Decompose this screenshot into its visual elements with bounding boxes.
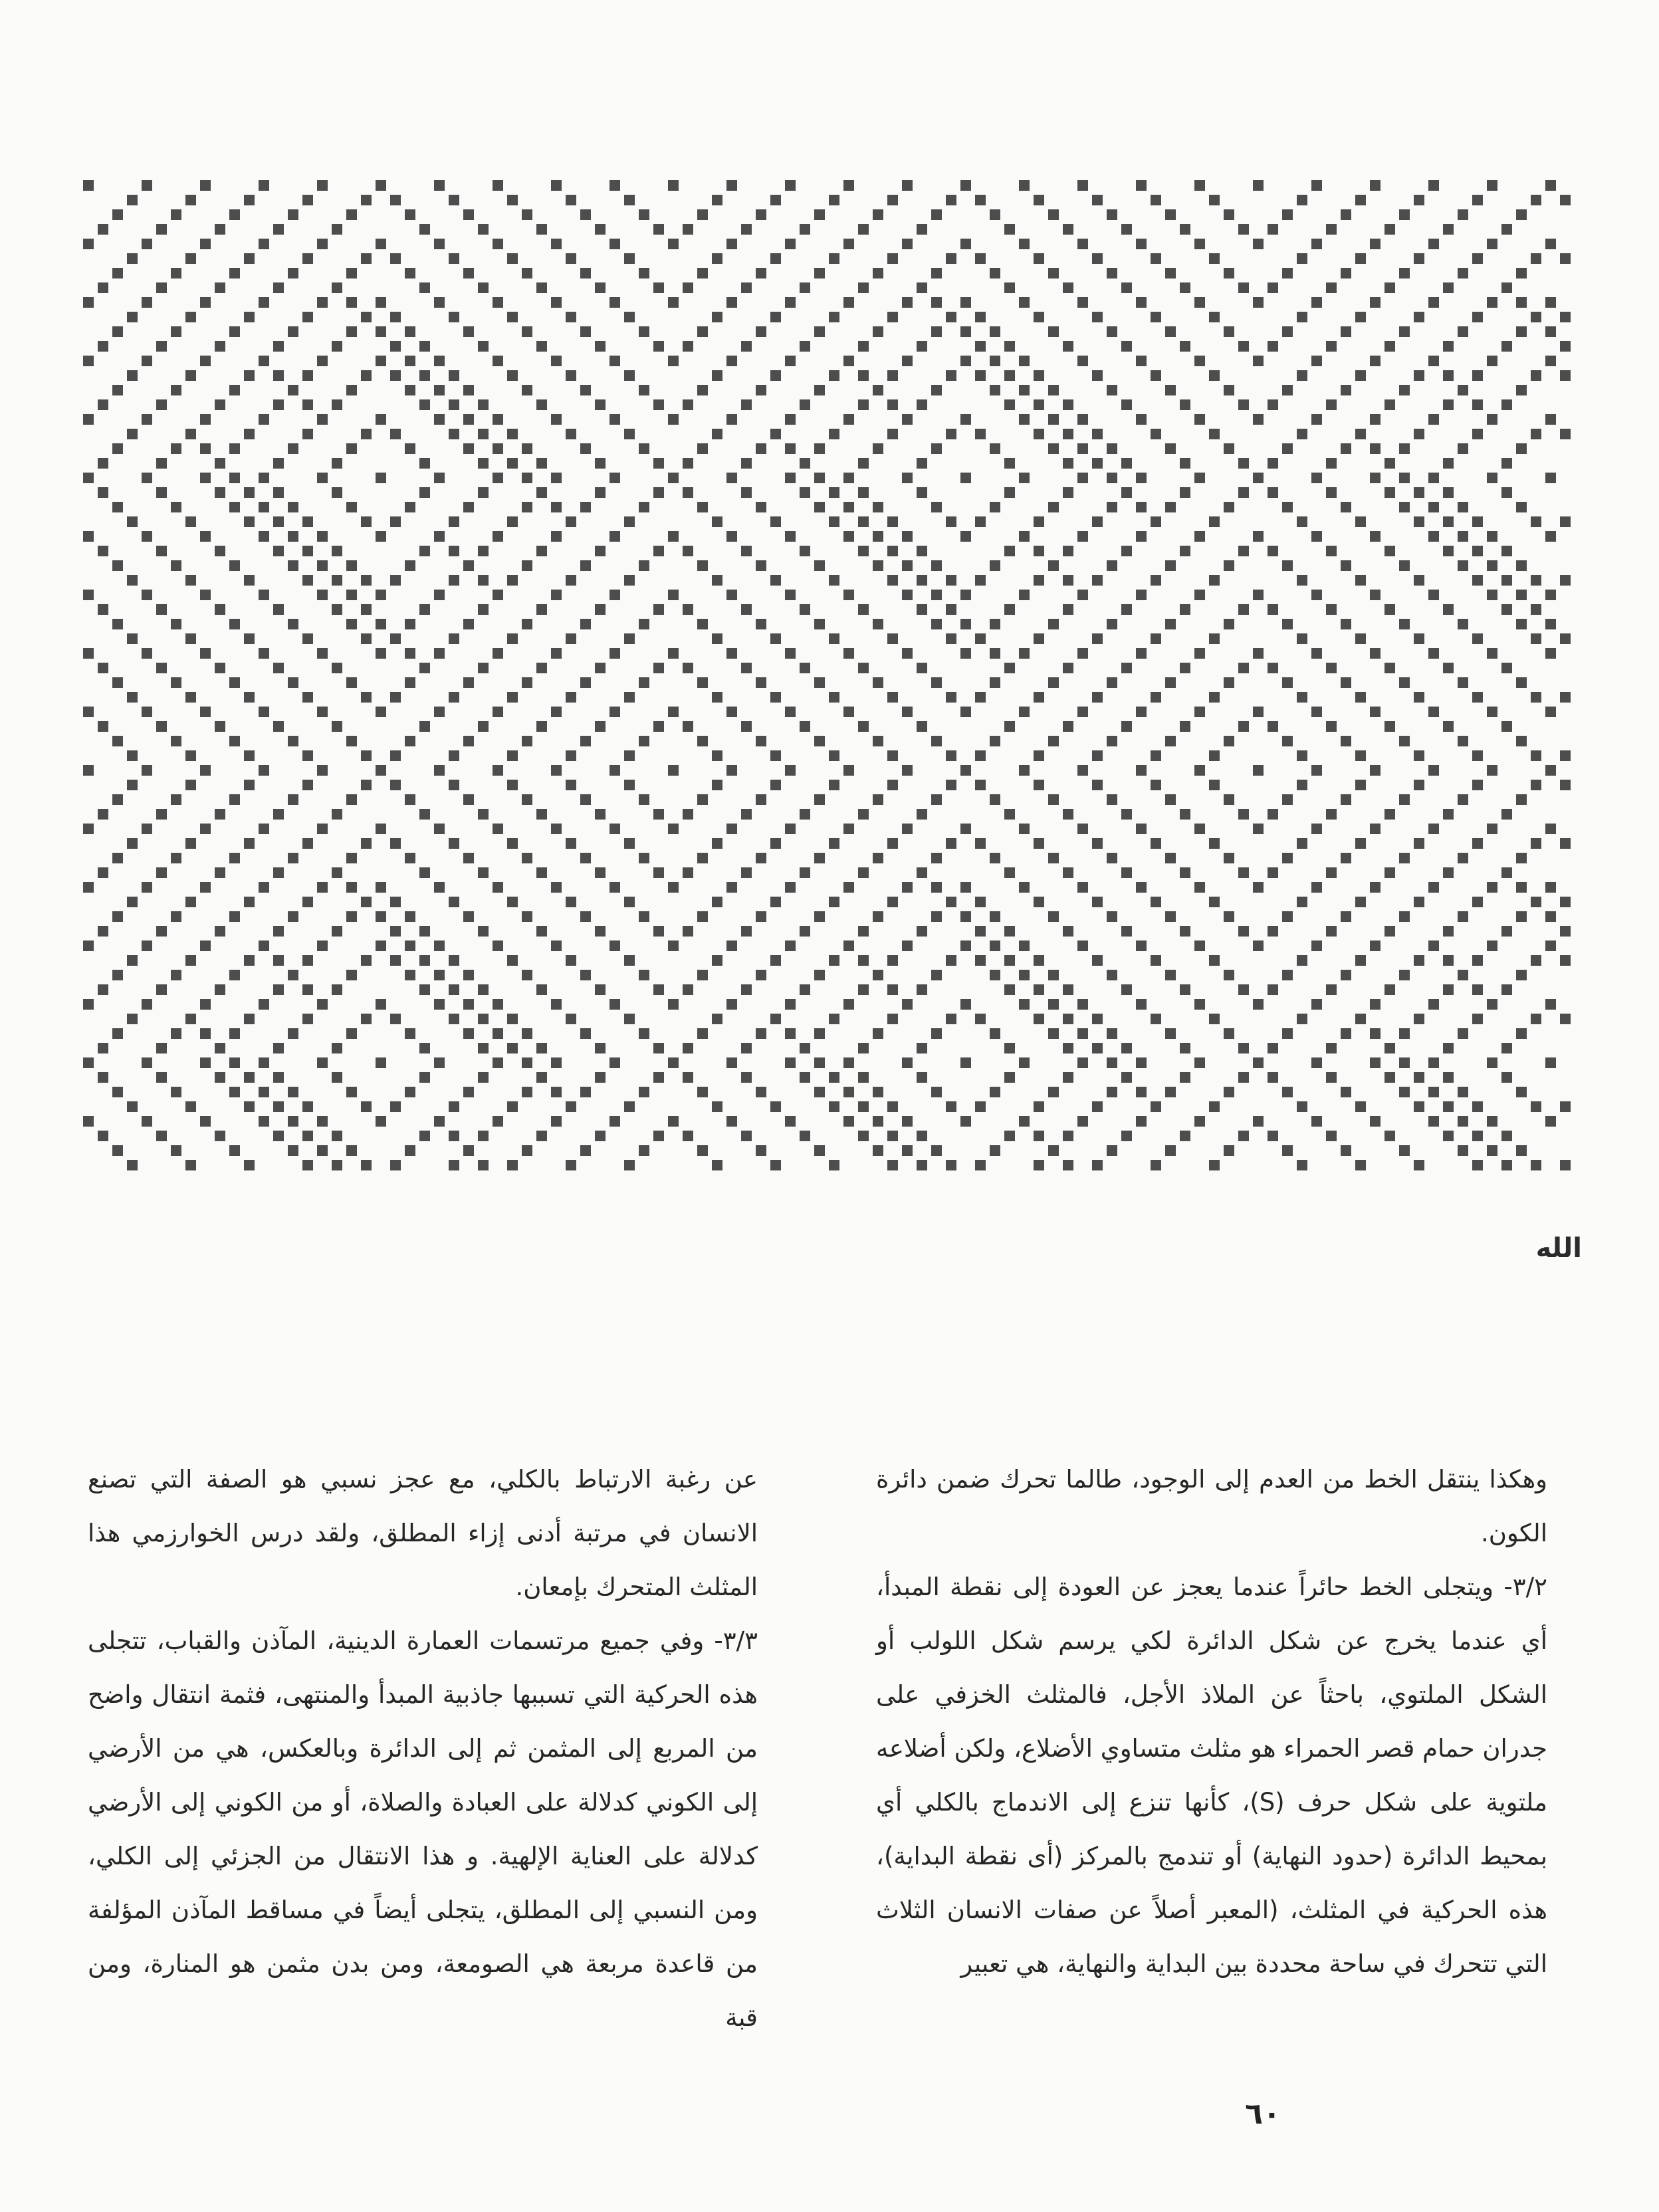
paragraph: عن رغبة الارتباط بالكلي، مع عجز نسبي هو الصفة التي تصنع الانسان في مرتبة أدنى إزاء المطلق، ولقد درس الخوارزمي هذا المثلث المتحرك بإمعان. bbox=[88, 1465, 758, 1601]
text-column-left bbox=[88, 1452, 758, 2045]
paragraph: وهكذا ينتقل الخط من العدم إلى الوجود، طالما تحرك ضمن دائرة الكون. bbox=[876, 1465, 1547, 1547]
kufic-pattern-figure bbox=[81, 178, 1577, 1182]
page-number: ٦٠ bbox=[1245, 2097, 1281, 2131]
paragraph: ٣/٣- وفي جميع مرتسمات العمارة الدينية، المآذن والقباب، تتجلى هذه الحركية التي تسببها جاذبية المبدأ والمنتهى، فثمة انتقال واضح من المربع إلى المثمن ثم إلى الدائرة وبالعكس، هي من الأرضي إلى الكوني كدلالة على العبادة والصلاة، أو من الكوني إلى الأرضي كدلالة على العناية الإلهية. و هذا الانتقال من الجزئي إلى الكلي، ومن النسبي إلى المطلق، يتجلى أيضاً في مساقط المآذن المؤلفة من قاعدة مربعة هي الصومعة، ومن بدن مثمن هو المنارة، ومن قبة bbox=[88, 1626, 758, 2032]
figure-caption: الله bbox=[1535, 1233, 1582, 1264]
geometric-kufic-pattern-icon bbox=[81, 178, 1577, 1182]
text-column-right bbox=[876, 1452, 1547, 1991]
paragraph: ٣/٢- ويتجلى الخط حائراً عندما يعجز عن العودة إلى نقطة المبدأ، أي عندما يخرج عن شكل الدائرة لكي يرسم شكل اللولب أو الشكل الملتوي، باحثاً عن الملاذ الأجل، فالمثلث الخزفي على جدران حمام قصر الحمراء هو مثلث متساوي الأضلاع، ولكن أضلاعه ملتوية على شكل حرف (S)، كأنها تنزع إلى الاندماج بالكلي أي بمحيط الدائرة (حدود النهاية) أو تندمج بالمركز (أى نقطة البداية)، هذه الحركية في المثلث، (المعبر أصلاً عن صفات الانسان الثلاث التي تتحرك في ساحة محددة بين البداية والنهاية، هي تعبير bbox=[876, 1573, 1547, 1978]
